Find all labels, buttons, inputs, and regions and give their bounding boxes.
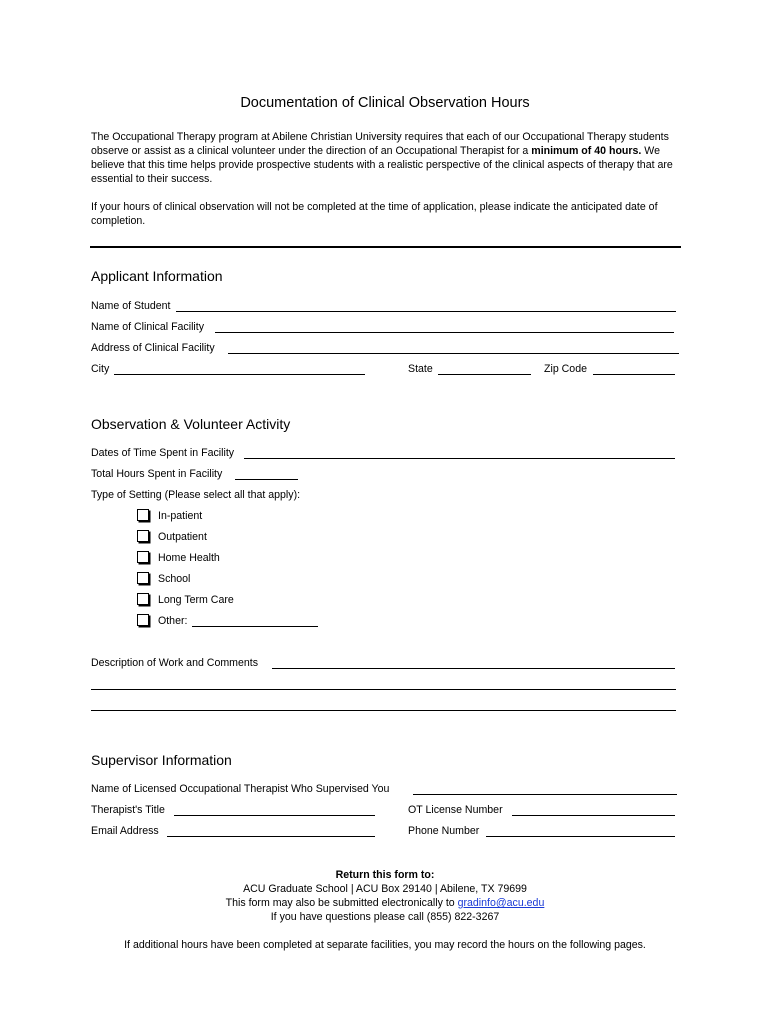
- supervisor-name-label: Name of Licensed Occupational Therapist Who Supervised You: [91, 783, 390, 795]
- intro-paragraph: [91, 130, 681, 186]
- intro-text-1: The Occupational Therapy program at Abilene Christian University requires that each of our Occupational Therapy students observe or assist as a clinical volunteer under the direction of an Occupational Therapist for a: [91, 131, 669, 157]
- additional-hours-note: If additional hours have been completed at separate facilities, you may record the hours on the following pages.: [124, 939, 646, 951]
- home-health-label: Home Health: [158, 552, 220, 564]
- email-label: Email Address: [91, 825, 159, 837]
- dates-label: Dates of Time Spent in Facility: [91, 447, 235, 459]
- clinical-facility-field[interactable]: [215, 332, 674, 333]
- state-field[interactable]: [438, 374, 531, 375]
- email-link[interactable]: gradinfo@acu.edu: [457, 897, 545, 909]
- home-health-checkbox[interactable]: [137, 551, 149, 563]
- zip-field[interactable]: [593, 374, 675, 375]
- intro-bold: minimum of 40 hours.: [531, 145, 642, 157]
- facility-address-label: Address of Clinical Facility: [91, 342, 215, 354]
- completion-note: If your hours of clinical observation will not be completed at the time of application, please indicate the anticipated date of completion.: [91, 201, 658, 227]
- return-address: ACU Graduate School | ACU Box 29140 | Abilene, TX 79699: [243, 883, 527, 895]
- description-field-line-2[interactable]: [91, 689, 676, 690]
- email-field[interactable]: [167, 836, 375, 837]
- dates-field[interactable]: [244, 458, 675, 459]
- city-field[interactable]: [114, 374, 365, 375]
- electronic-submission: [0, 897, 770, 909]
- total-hours-field[interactable]: [235, 479, 298, 480]
- type-of-setting-label: Type of Setting (Please select all that apply):: [91, 489, 301, 501]
- outpatient-label: Outpatient: [158, 531, 207, 543]
- questions-note: If you have questions please call (855) 822-3267: [270, 911, 500, 923]
- long-term-care-label: Long Term Care: [158, 594, 234, 606]
- facility-address-field[interactable]: [228, 353, 679, 354]
- section-divider: [90, 246, 681, 248]
- city-label: City: [91, 363, 110, 375]
- observation-heading: Observation & Volunteer Activity: [91, 416, 291, 432]
- outpatient-checkbox[interactable]: [137, 530, 149, 542]
- description-field[interactable]: [272, 668, 675, 669]
- phone-field[interactable]: [486, 836, 675, 837]
- inpatient-label: In-patient: [158, 510, 203, 522]
- other-checkbox[interactable]: [137, 614, 149, 626]
- inpatient-checkbox[interactable]: [137, 509, 149, 521]
- therapist-title-field[interactable]: [174, 815, 375, 816]
- other-field[interactable]: [192, 626, 318, 627]
- page-title: Documentation of Clinical Observation Hours: [240, 95, 530, 111]
- zip-label: Zip Code: [544, 363, 587, 375]
- long-term-care-checkbox[interactable]: [137, 593, 149, 605]
- therapist-title-label: Therapist's Title: [91, 804, 165, 816]
- supervisor-heading: Supervisor Information: [91, 752, 232, 768]
- description-label: Description of Work and Comments: [91, 657, 259, 669]
- school-label: School: [158, 573, 191, 585]
- description-field-line-3[interactable]: [91, 710, 676, 711]
- applicant-heading: Applicant Information: [91, 268, 223, 284]
- other-label: Other:: [158, 615, 188, 627]
- intro-text-2: We believe that this time helps provide prospective students with a realistic perspective of the clinical aspects of therapy that are essential to their success.: [91, 145, 673, 185]
- phone-label: Phone Number: [408, 825, 480, 837]
- name-of-student-label: Name of Student: [91, 300, 171, 312]
- state-label: State: [408, 363, 433, 375]
- license-label: OT License Number: [408, 804, 503, 816]
- license-field[interactable]: [512, 815, 675, 816]
- clinical-facility-label: Name of Clinical Facility: [91, 321, 205, 333]
- name-of-student-field[interactable]: [176, 311, 676, 312]
- electronic-prefix: This form may also be submitted electronically to: [225, 897, 458, 909]
- return-heading: Return this form to:: [335, 869, 435, 881]
- total-hours-label: Total Hours Spent in Facility: [91, 468, 223, 480]
- supervisor-name-field[interactable]: [413, 794, 677, 795]
- school-checkbox[interactable]: [137, 572, 149, 584]
